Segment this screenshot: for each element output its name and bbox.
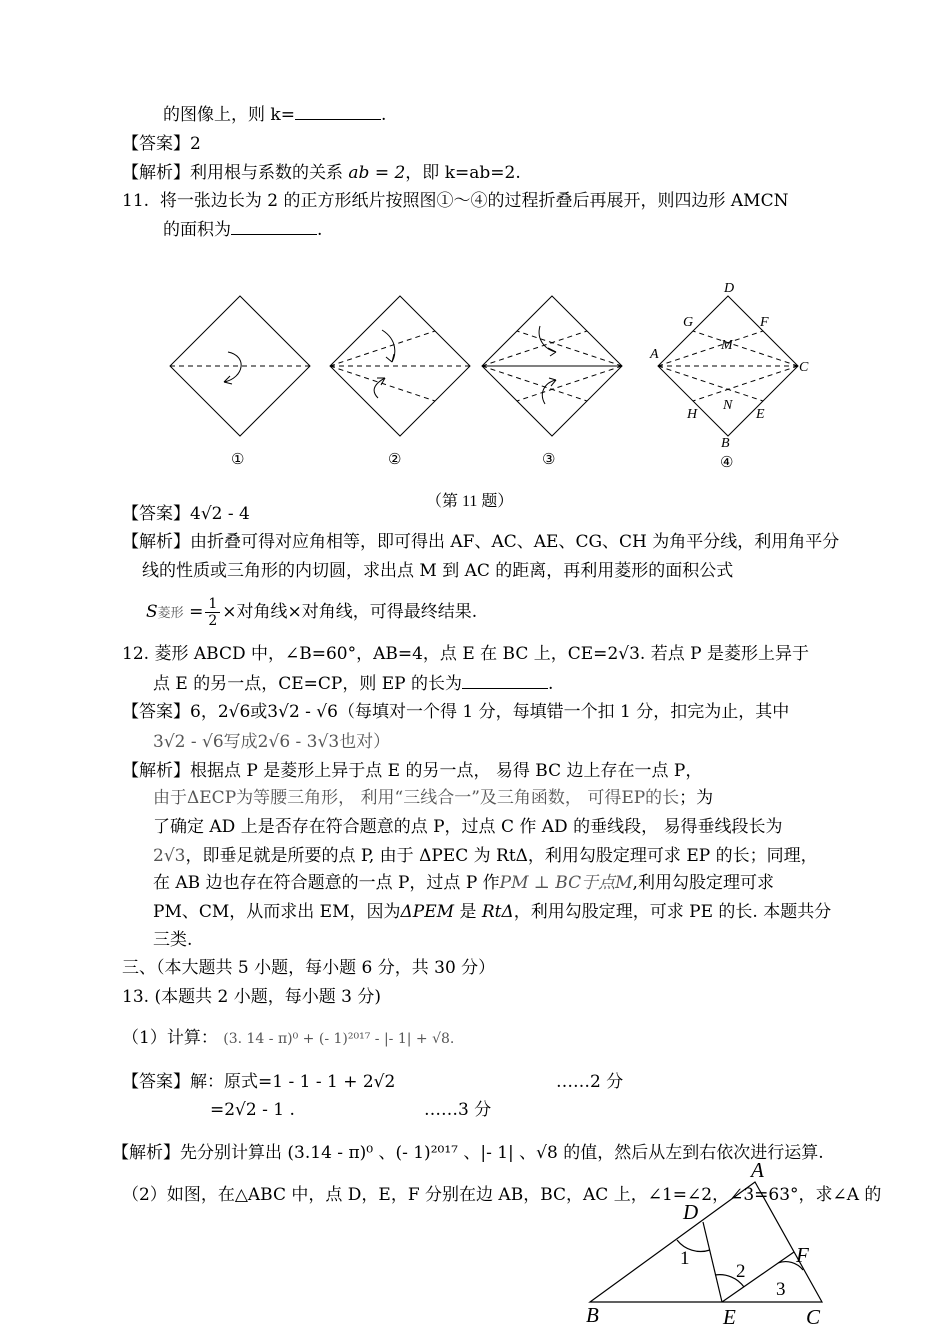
triangle-abc bbox=[590, 1182, 822, 1302]
q12-line2: 点 E 的另一点，CE=CP，则 EP 的长为 . bbox=[153, 674, 554, 694]
q12-analysis-line5: 在 AB 边也存在符合题意的一点 P，过点 P 作PM ⊥ BC于点M,利用勾股定理可求 bbox=[153, 873, 774, 893]
q12-analysis-line2: 由于ΔECP为等腰三角形， 利用“三线合一”及三角函数， 可得EP的长；为 bbox=[153, 788, 714, 808]
q12-answer-line2: 3√2 - √6写成2√6 - 3√3也对） bbox=[153, 732, 391, 752]
label-C: C bbox=[799, 360, 809, 375]
label-H: H bbox=[687, 407, 698, 422]
q12-analysis-line7: 三类. bbox=[153, 930, 193, 950]
q11-analysis-formula: S菱形 = $\frac{1}{2}$ ×对角线×对角线，可得最终结果. bbox=[146, 596, 478, 629]
fraction-half: $\frac{1}{2}$ bbox=[205, 596, 220, 629]
q10-answer: 【答案】2 bbox=[122, 134, 201, 154]
label-M: M bbox=[721, 338, 733, 353]
answer-value: 4√2 - 4 bbox=[190, 504, 250, 524]
angle-3: 3 bbox=[776, 1279, 786, 1300]
q10-tail: 的图像上，则 k= . bbox=[163, 105, 387, 125]
q12-analysis-line4: 2√3，即垂足就是所要的点 P, 由于 ΔPEC 为 RtΔ，利用勾股定理可求 EP 的长；同理， bbox=[153, 846, 818, 866]
q12-analysis-line3: 了确定 AD 上是否存在符合题意的点 P，过点 C 作 AD 的垂线段， 易得垂线段长为 bbox=[153, 817, 783, 837]
q11-line1: 11. 将一张边长为 2 的正方形纸片按照图①～④的过程折叠后再展开，则四边形 AMCN bbox=[122, 191, 789, 211]
q13-1-answer-line1: 【答案】解：原式=1 - 1 - 1 + 2√2 bbox=[122, 1072, 396, 1092]
fig-label-1: ① bbox=[231, 452, 245, 468]
label-D: D bbox=[683, 1200, 699, 1224]
label-F: F bbox=[760, 315, 769, 330]
formula: ab = 2 bbox=[348, 163, 406, 183]
fig-label-4: ④ bbox=[720, 455, 734, 471]
score-1: ……2 分 bbox=[556, 1072, 624, 1092]
figure-11 bbox=[0, 275, 950, 515]
segment-de bbox=[703, 1222, 722, 1302]
section-3-title: 三、（本大题共 5 小题，每小题 6 分，共 30 分） bbox=[122, 958, 496, 978]
figure-13 bbox=[0, 1158, 950, 1329]
q12-line1: 12. 菱形 ABCD 中，∠B=60°，AB=4，点 E 在 BC 上，CE=2√3. 若点 P 是菱形上异于 bbox=[122, 644, 809, 664]
label-B: B bbox=[586, 1303, 599, 1327]
label-D: D bbox=[724, 281, 735, 296]
q12-answer-line1: 【答案】6，2√6或3√2 - √6（每填对一个得 1 分，每填错一个扣 1 分，扣完为止，其中 bbox=[122, 702, 790, 722]
q11-analysis-line2: 线的性质或三角形的内切圆，求出点 M 到 AC 的距离，再利用菱形的面积公式 bbox=[142, 561, 734, 581]
q12-analysis-line6: PM、CM，从而求出 EM，因为ΔPEM 是 RtΔ，利用勾股定理，可求 PE 的长. 本题共分 bbox=[153, 902, 832, 922]
angle-1: 1 bbox=[680, 1248, 690, 1269]
label-G: G bbox=[683, 315, 694, 330]
angle-2: 2 bbox=[736, 1261, 746, 1282]
label-E: E bbox=[723, 1305, 736, 1329]
label-C: C bbox=[806, 1305, 821, 1329]
q13-1: （1）计算： (3. 14 - π)⁰ + (- 1)²⁰¹⁷ - |- 1| + √8. bbox=[122, 1028, 455, 1048]
q13-title: 13. (本题共 2 小题，每小题 3 分) bbox=[122, 987, 381, 1007]
q11-line2: 的面积为 . bbox=[163, 220, 323, 240]
figure-caption: （第 11 题） bbox=[426, 493, 514, 510]
label-F: F bbox=[796, 1243, 809, 1267]
q13-1-analysis: 【解析】先分别计算出 (3.14 - π)⁰ 、(- 1)²⁰¹⁷ 、|- 1| 、√8 的值，然后从左到右依次进行运算. bbox=[112, 1143, 824, 1163]
label-E: E bbox=[756, 407, 765, 422]
q11-answer: 【答案】4√2 - 4 bbox=[122, 504, 250, 524]
label-A: A bbox=[751, 1158, 764, 1182]
q12-analysis-line1: 【解析】根据点 P 是菱形上异于点 E 的另一点， 易得 BC 边上存在一点 P， bbox=[122, 761, 703, 781]
q13-2: （2）如图，在△ABC 中，点 D，E，F 分别在边 AB，BC，AC 上，∠1=∠2，∠3=63°，求∠A 的 bbox=[122, 1185, 882, 1205]
fig-label-3: ③ bbox=[542, 452, 556, 468]
answer-blank bbox=[231, 220, 317, 235]
q10-analysis: 【解析】利用根与系数的关系 ab = 2，即 k=ab=2. bbox=[122, 163, 521, 183]
fig-label-2: ② bbox=[388, 452, 402, 468]
label-N: N bbox=[723, 398, 733, 413]
label-B: B bbox=[721, 436, 730, 451]
score-2: ……3 分 bbox=[424, 1100, 492, 1120]
q11-analysis-line1: 【解析】由折叠可得对应角相等，即可得出 AF、AC、AE、CG、CH 为角平分线，利用角平分 bbox=[122, 532, 840, 552]
answer-blank bbox=[462, 674, 548, 689]
answer-blank bbox=[295, 105, 381, 120]
q13-1-answer-line2: =2√2 - 1 . bbox=[210, 1100, 295, 1120]
label-A: A bbox=[650, 347, 659, 362]
